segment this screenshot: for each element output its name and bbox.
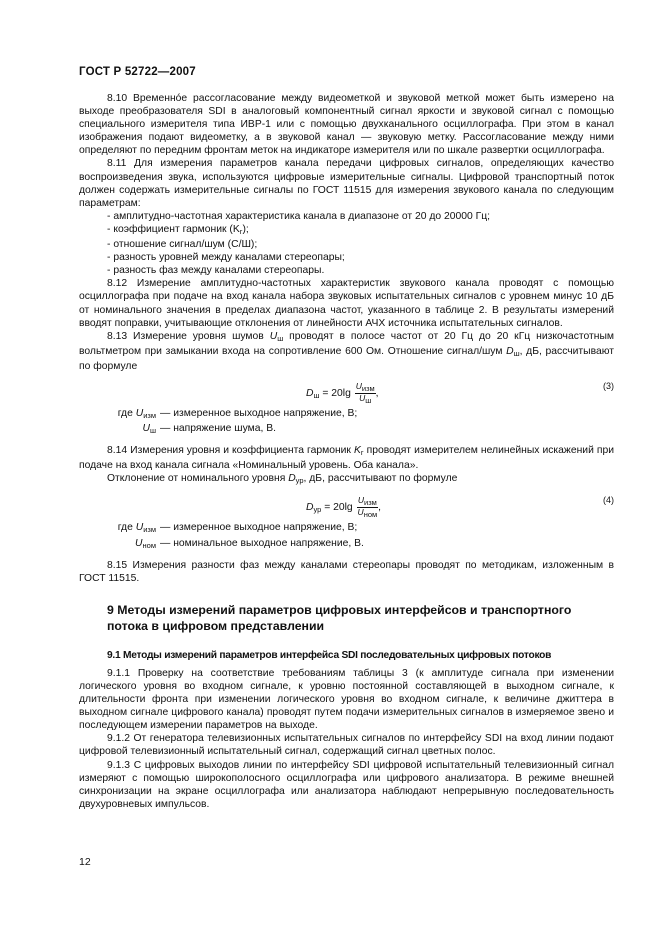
- list-item: - разность уровней между каналами стереопары;: [79, 251, 614, 264]
- paragraph-9-1-3: 9.1.3 С цифровых выходов линии по интерфейсу SDI цифровой испытательный телевизионный сигнал измеряют с помощью широкополосного осциллографа или цифрового анализатора. В режиме внешней синхронизации на экране осциллографа или анализатора наблюдают непрерывную последовательность двухуровневых импульсов.: [79, 759, 614, 810]
- where-block-3: где $U_{изм}$ — измеренное выходное напряжение, В; $U_ш$ — напряжение шума, В.: [117, 407, 358, 436]
- list-item: - разность фаз между каналами стереопары.: [79, 264, 614, 277]
- paragraph-9-1-1: 9.1.1 Проверку на соответствие требованиям таблицы 3 (к амплитуде сигнала при изменении логического уровня во входном сигнале, к уровню постоянной составляющей в выходном сигнале, к длительности фронта при изменении логического уровня во входном сигнале, к величине джиттера в выходном сигнале цифрового канала) проводят путем подачи измерительных сигналов в измеряемое звено и последующем измерении параметров на выходе.: [79, 667, 614, 732]
- paragraph-9-1-2: 9.1.2 От генератора телевизионных испытательных сигналов по интерфейсу SDI на вход линии подают цифровой телевизионный испытательный сигнал, содержащий сигнал цветных полос.: [79, 733, 614, 758]
- document-body: [79, 92, 614, 811]
- paragraph-8-12: 8.12 Измерение амплитудно-частотных характеристик звукового канала проводят с помощью осциллографа при подаче на вход канала набора звуковых испытательных сигналов с уровнем минус 10 дБ от номинального значения в пределах диапазона частот, указанного в таблице 2. В результаты измерений вводят поправки, учитывающие отклонения от линейности АЧХ источника испытательных сигналов.: [79, 278, 614, 329]
- list-item: - коэффициент гармоник $(K_г)$;: [79, 223, 614, 238]
- formula-number: (4): [603, 495, 614, 506]
- paragraph-8-14: 8.14 Измерения уровня и коэффициента гармоник $K_г$ проводят измерителем нелинейных искажений при подаче на вход канала сигнала «Номинальный уровень. Оба канала».: [79, 445, 614, 472]
- section-9-1-heading: 9.1 Методы измерений параметров интерфейса SDI последовательных цифровых потоков: [107, 649, 552, 661]
- paragraph-8-15: 8.15 Измерения разности фаз между каналами стереопары проводят по методикам, изложенным в ГОСТ 11515.: [79, 559, 614, 584]
- page-number: 12: [79, 856, 91, 868]
- where-block-4: где $U_{изм}$ — измеренное выходное напряжение, В; $U_{ном}$ — номинальное выходное напряжение, В.: [117, 522, 364, 550]
- list-item: - отношение сигнал/шум (С/Ш);: [79, 238, 614, 251]
- paragraph-8-13: 8.13 Измерение уровня шумов $U_ш$ проводят в полосе частот от 20 Гц до 20 кГц низкочастотным вольтметром при замыкании входа на сопротивление 600 Ом. Отношение сигнал/шум $D_ш$, дБ, рассчитывают по формуле: [79, 330, 615, 372]
- page-header: ГОСТ Р 52722—2007: [79, 66, 196, 78]
- list-item: - амплитудно-частотная характеристика канала в диапазоне от 20 до 20000 Гц;: [79, 210, 614, 223]
- paragraph-8-10: 8.10 Временнóе рассогласование между видеометкой и звуковой меткой может быть измерено на выходе преобразователя SDI в аналоговый компонентный сигнал яркости и звуковой сигнал с помощью специального измерителя типа ИВР-1 или с помощью двухканального осциллографа. При этом в канал изображения подают видеометку, а в звуковой канал — звуковую метку. Рассогласование между ними определяют по передним фронтам меток на индикаторе измерителя или по шкале развертки осциллографа.: [79, 93, 614, 157]
- section-9-heading: 9 Методы измерений параметров цифровых интерфейсов и транспортного потока в цифровом представлении: [107, 602, 572, 633]
- formula-3: $D_ш = 20\lg$ $\frac{U_{изм}}{U_ш}$ , (3): [306, 380, 614, 405]
- paragraph-8-14-deviation: Отклонение от номинального уровня $D_{ур}$, дБ, рассчитывают по формуле: [107, 473, 458, 486]
- formula-number: (3): [603, 380, 614, 391]
- formula-4: $D_{ур} = 20\lg$ $\frac{U_{изм}}{U_{ном}}$ , (4): [306, 495, 614, 520]
- paragraph-8-11: 8.11 Для измерения параметров канала передачи цифровых сигналов, определяющих качество воспроизведения звука, используются цифровые измерительные сигналы. Цифровой транспортный поток должен содержать измерительные сигналы по ГОСТ 11515 для измерения звукового канала по следующим параметрам:: [79, 158, 614, 209]
